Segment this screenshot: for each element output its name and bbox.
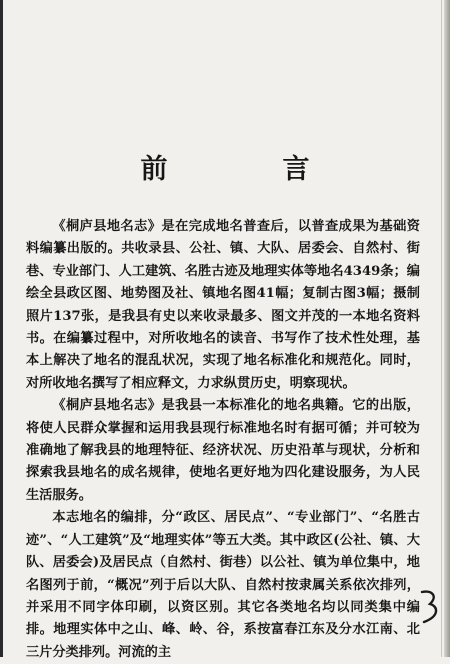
scan-edge-right [444,0,450,657]
scan-edge-line [441,0,442,657]
page-title: 前 言 [140,154,354,185]
paragraph-1: 《桐庐县地名志》是在完成地名普查后，以普查成果为基础资料编纂出版的。共收录县、公社、镇、大队、居委会、自然村、街巷、专业部门、人工建筑、名胜古迹及地理实体等地名4349条；编绘全县政区图、地势图及社、镇地名图41幅；复制古图3幅；摄制照片137张，是我县有史以来收录最多、图文并茂的一本地名资料书。在编纂过程中，对所收地名的读音、书写作了技术性处理，基本上解决了地名的混乱状况，实现了地名标准化和规范化。同时，对所收地名撰写了相应释文，力求纵贯历史，明察现状。 [26,219,420,391]
scan-edge-left [0,0,3,657]
body-text [26,216,420,664]
handwritten-mark-icon [418,588,444,628]
paragraph-2: 《桐庐县地名志》是我县一本标准化的地名典籍。它的出版，将使人民群众掌握和运用我县现行标准地名时有据可循；并可较为准确地了解我县的地理特征、经济状况、历史沿革与现状，分析和探索我县地名的成名规律，使地名更好地为四化建设服务，为人民生活服务。 [26,398,420,503]
paragraph-3: 本志地名的编排，分“政区、居民点”、“专业部门”、“名胜古迹”、“人工建筑”及“地理实体”等五大类。其中政区(公社、镇、大队、居委会)及居民点（自然村、街巷）以公社、镇为单位集中，地名图列于前，“概况”列于后以大队、自然村按隶属关系依次排列，并采用不同字体印刷，以资区别。其它各类地名均以同类集中编排。地理实体中之山、峰、岭、谷，系按富春江东及分水江南、北三片分类排列。河流的主 [26,510,420,660]
